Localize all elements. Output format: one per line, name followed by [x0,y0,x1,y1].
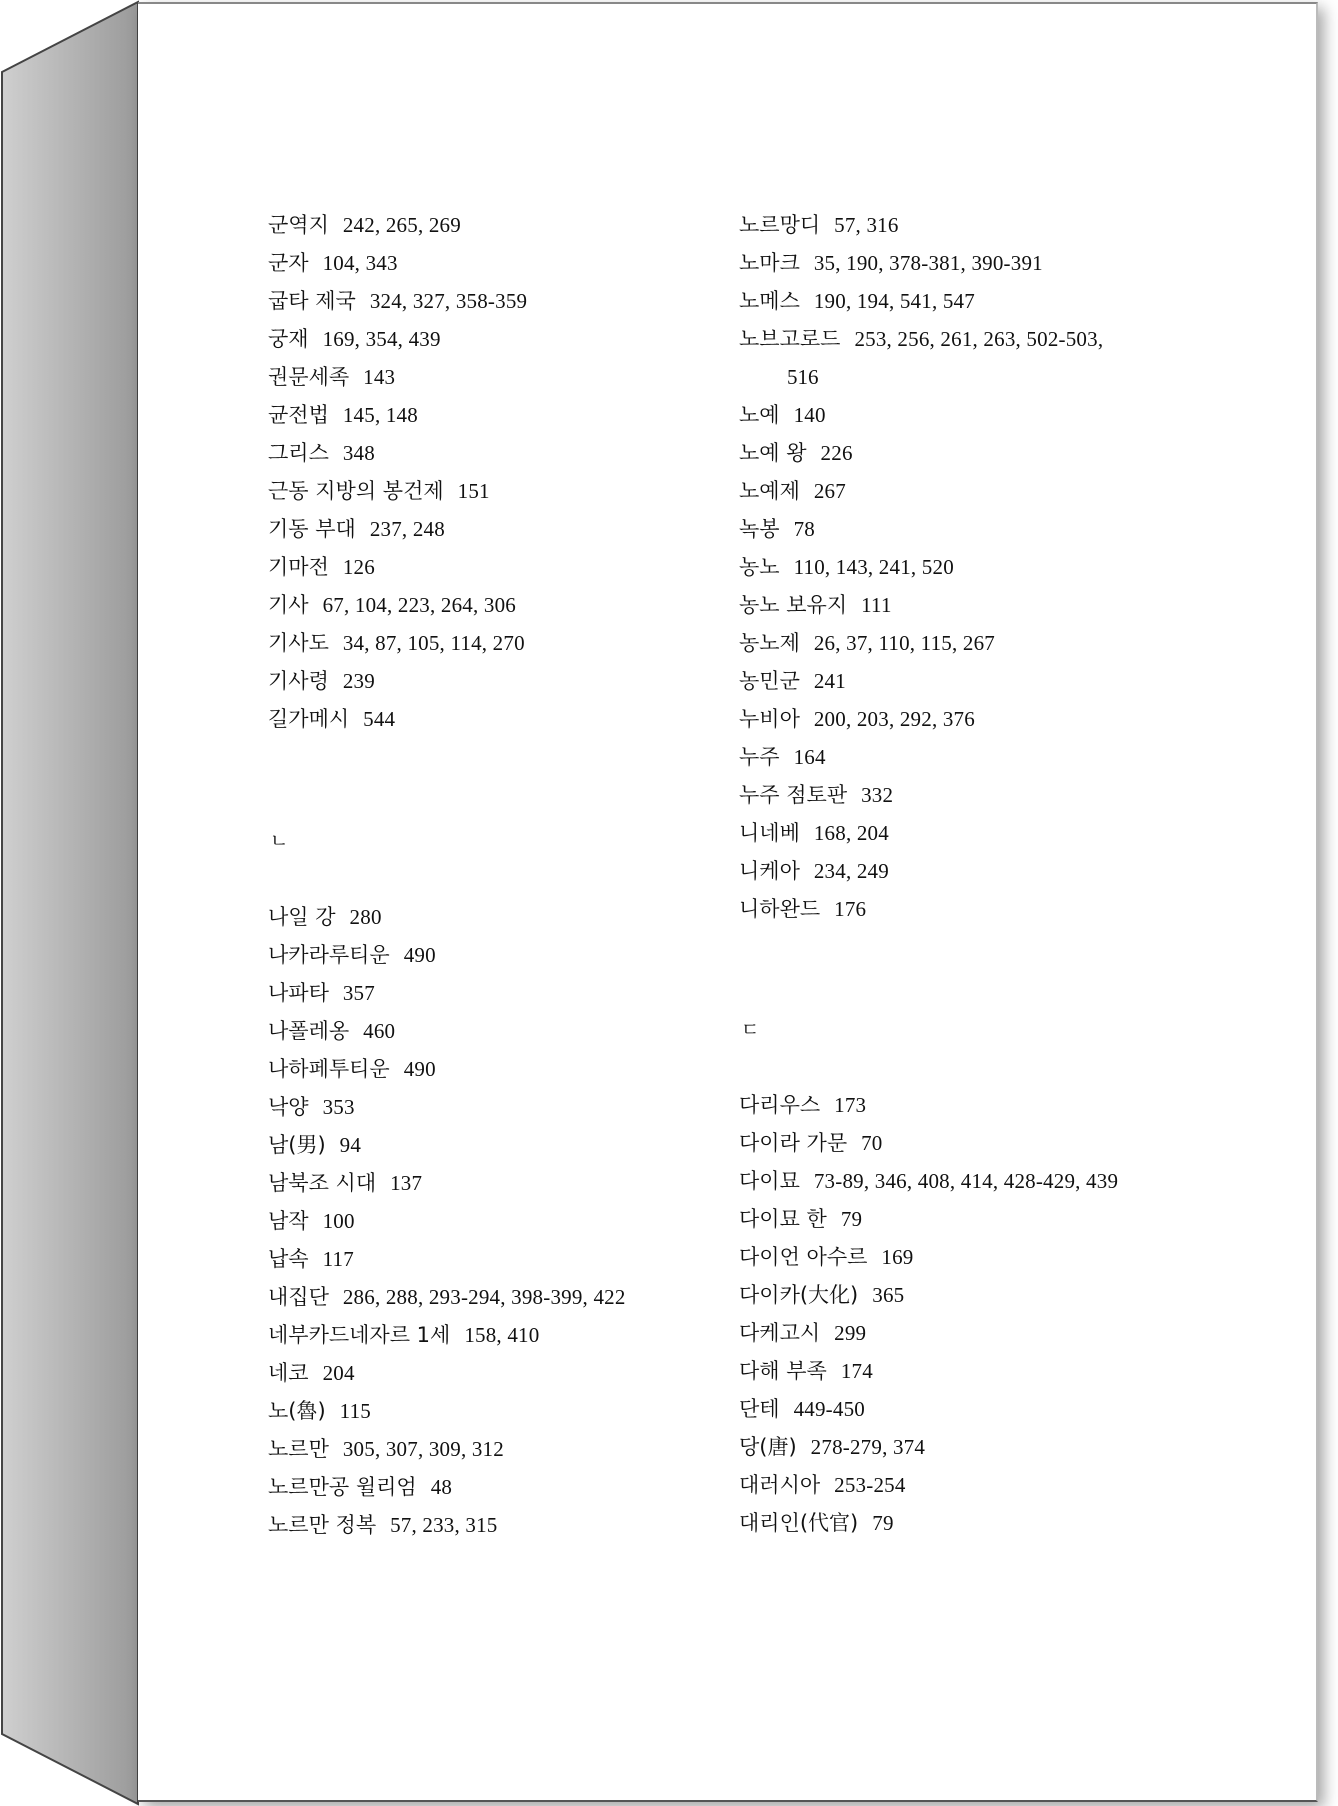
page-numbers: 353 [322,1095,355,1119]
page-numbers: 278-279, 374 [810,1435,926,1459]
section-heading: ㄷ [741,1019,760,1041]
index-term: 나카라루티운 [268,943,390,967]
index-term: 노르만공 윌리엄 [268,1475,417,1499]
index-entry [739,1470,906,1500]
page-numbers: 286, 288, 293-294, 398-399, 422 [342,1285,626,1309]
index-entry [739,628,995,658]
index-entry [739,1128,883,1158]
book-spine [0,0,140,1806]
index-term: 니하완드 [739,897,821,921]
page-numbers: 299 [834,1321,867,1345]
index-entry [268,1054,436,1084]
index-entry [739,286,975,316]
index-entry [268,1396,371,1426]
index-entry [739,590,892,620]
page-numbers: 190, 194, 541, 547 [813,289,975,313]
page-numbers: 143 [363,365,396,389]
index-term: 네부카드네자르 1세 [268,1323,451,1347]
page-numbers: 332 [861,783,894,807]
index-entry [739,856,889,886]
index-entry [268,248,398,278]
page-numbers: 324, 327, 358-359 [369,289,528,313]
index-term: 다이언 아수르 [739,1245,868,1269]
index-entry [739,1090,866,1120]
page-numbers-continuation: 516 [787,365,819,389]
page-numbers: 57, 233, 315 [390,1513,498,1537]
index-term: 단테 [739,1397,780,1421]
index-term: 남작 [268,1209,309,1233]
index-term: 길가메시 [268,707,350,731]
section-heading: ㄴ [270,830,289,852]
index-entry [739,780,893,810]
page-numbers: 100 [322,1209,355,1233]
index-term: 네코 [268,1361,309,1385]
index-entry [739,704,975,734]
index-term: 노예 [739,403,780,427]
index-entry [268,940,436,970]
index-entry [268,1358,355,1388]
page-numbers: 176 [834,897,867,921]
index-term: 그리스 [268,441,329,465]
page-numbers: 110, 143, 241, 520 [793,555,954,579]
index-term: 다이묘 [739,1169,800,1193]
page-numbers: 79 [840,1207,863,1231]
page-numbers: 173 [834,1093,867,1117]
page-numbers: 158, 410 [464,1323,540,1347]
index-entry [268,210,461,240]
page-numbers: 79 [872,1511,894,1535]
index-entry [739,818,889,848]
page-numbers: 104, 343 [322,251,398,275]
index-entry [268,628,525,658]
index-entry [268,1206,355,1236]
index-term: 니네베 [739,821,800,845]
index-term: 노(魯) [268,1399,326,1423]
index-term: 노르만 [268,1437,329,1461]
page-numbers: 48 [430,1475,453,1499]
index-term: 노예제 [739,479,800,503]
index-entry [268,362,395,392]
index-term: 니케아 [739,859,800,883]
page-numbers: 239 [342,669,375,693]
index-entry [739,1204,862,1234]
page-numbers: 357 [342,981,375,1005]
index-term: 군역지 [268,213,329,237]
page-numbers: 204 [322,1361,355,1385]
index-entry [739,1432,925,1462]
index-term: 노마크 [739,251,800,275]
page-numbers: 145, 148 [342,403,418,427]
page-numbers: 169 [881,1245,914,1269]
index-term: 누비아 [739,707,800,731]
index-entry [268,902,382,932]
index-term: 나파타 [268,981,329,1005]
index-entry [268,978,375,1008]
index-term: 굽타 제국 [268,289,356,313]
index-term: 농노 보유지 [739,593,848,617]
index-term: 다이라 가문 [739,1131,848,1155]
index-entry [268,552,375,582]
index-term: 다케고시 [739,1321,821,1345]
index-term: 기사령 [268,669,329,693]
page-numbers: 267 [813,479,846,503]
index-page [138,2,1318,1802]
index-term: 다이카(大化) [739,1283,859,1307]
page-numbers: 94 [339,1133,362,1157]
index-entry [268,438,375,468]
index-term: 다리우스 [739,1093,821,1117]
index-term: 권문세족 [268,365,350,389]
index-entry [739,894,866,924]
page-numbers: 70 [861,1131,883,1155]
index-entry [739,1318,866,1348]
page-numbers: 34, 87, 105, 114, 270 [342,631,525,655]
page-numbers: 111 [861,593,892,617]
page-numbers: 137 [390,1171,423,1195]
page-numbers: 164 [793,745,826,769]
page-numbers: 57, 316 [834,213,899,237]
index-term: 누주 [739,745,780,769]
index-term: 내집단 [268,1285,329,1309]
page-numbers: 305, 307, 309, 312 [342,1437,504,1461]
page-numbers: 117 [322,1247,354,1271]
index-term: 농민군 [739,669,800,693]
index-term: 남북조 시대 [268,1171,377,1195]
index-entry [268,1244,354,1274]
page-numbers: 544 [363,707,396,731]
index-term: 다해 부족 [739,1359,827,1383]
index-term: 기사도 [268,631,329,655]
index-term: 대리인(代官) [739,1511,859,1535]
index-term: 농노제 [739,631,800,655]
page-numbers: 169, 354, 439 [322,327,441,351]
index-entry [739,742,826,772]
index-entry [739,476,846,506]
page-numbers: 490 [403,1057,436,1081]
page-numbers: 78 [793,517,815,541]
index-entry [739,1280,904,1310]
index-entry [268,400,418,430]
page-numbers: 226 [820,441,853,465]
index-term: 낙양 [268,1095,309,1119]
index-entry [268,1282,626,1312]
index-entry [268,704,395,734]
index-entry [739,324,1103,354]
index-term: 노브고로드 [739,327,841,351]
page-numbers: 26, 37, 110, 115, 267 [813,631,996,655]
index-term: 누주 점토판 [739,783,848,807]
index-term: 납속 [268,1247,309,1271]
index-term: 군자 [268,251,309,275]
index-entry [739,666,846,696]
index-term: 노르망디 [739,213,821,237]
index-entry [268,590,516,620]
index-term: 나일 강 [268,905,336,929]
index-entry [268,1434,504,1464]
index-entry [268,1092,355,1122]
index-entry [268,1510,498,1540]
index-term: 농노 [739,555,780,579]
index-entry [739,1394,865,1424]
page-numbers: 242, 265, 269 [342,213,461,237]
index-term: 근동 지방의 봉건제 [268,479,444,503]
page-numbers: 73-89, 346, 408, 414, 428-429, 439 [813,1169,1119,1193]
page-numbers: 241 [813,669,846,693]
index-term: 기마전 [268,555,329,579]
index-entry [739,248,1043,278]
page-numbers: 253-254 [834,1473,906,1497]
index-entry [739,1356,873,1386]
page-numbers: 140 [793,403,826,427]
index-entry [268,666,375,696]
index-term: 남(男) [268,1133,326,1157]
page-numbers: 280 [349,905,382,929]
index-term: 노예 왕 [739,441,807,465]
page-numbers: 490 [403,943,436,967]
index-entry [739,400,826,430]
index-term: 대러시아 [739,1473,821,1497]
page-numbers: 234, 249 [813,859,889,883]
index-entry [739,438,853,468]
page-numbers: 200, 203, 292, 376 [813,707,975,731]
page-numbers: 67, 104, 223, 264, 306 [322,593,516,617]
index-term: 녹봉 [739,517,780,541]
index-entry [739,1166,1118,1196]
page-numbers: 174 [840,1359,873,1383]
index-term: 노르만 정복 [268,1513,377,1537]
index-entry [268,476,490,506]
page-numbers: 168, 204 [813,821,889,845]
index-term: 기동 부대 [268,517,356,541]
page-numbers: 126 [342,555,375,579]
index-entry [268,514,445,544]
page-numbers: 115 [339,1399,371,1423]
index-entry [268,1130,361,1160]
index-term: 균전법 [268,403,329,427]
page-numbers: 449-450 [793,1397,865,1421]
index-entry [268,1472,452,1502]
index-entry [268,324,441,354]
index-entry [268,1168,422,1198]
index-term: 기사 [268,593,309,617]
page-numbers: 460 [363,1019,396,1043]
page-numbers: 348 [342,441,375,465]
index-entry [739,210,899,240]
page-numbers: 35, 190, 378-381, 390-391 [813,251,1043,275]
index-term: 노메스 [739,289,800,313]
page-numbers: 253, 256, 261, 263, 502-503, [854,327,1104,351]
index-term: 나폴레옹 [268,1019,350,1043]
page-numbers: 151 [457,479,490,503]
page-numbers: 237, 248 [369,517,445,541]
index-term: 다이묘 한 [739,1207,827,1231]
index-entry [268,1016,395,1046]
index-term: 나하페투티운 [268,1057,390,1081]
index-entry [739,552,954,582]
index-entry [739,1242,914,1272]
index-term: 당(唐) [739,1435,797,1459]
index-entry [268,1320,539,1350]
index-term: 궁재 [268,327,309,351]
index-entry [268,286,527,316]
index-entry [739,514,815,544]
index-entry [739,1508,894,1538]
page-numbers: 365 [872,1283,905,1307]
